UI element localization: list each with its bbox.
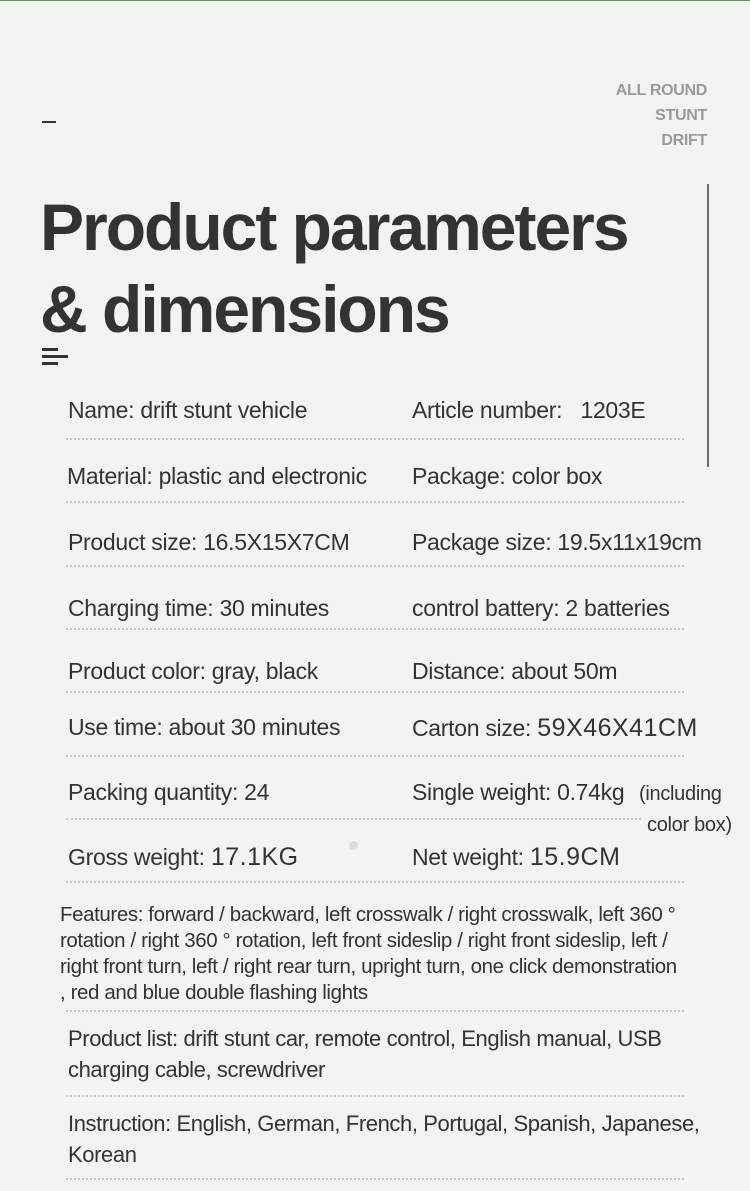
spec-package-size: Package size: 19.5x11x19cm: [412, 529, 702, 555]
dotted-divider: [66, 818, 641, 820]
spec-distance: Distance: about 50m: [412, 658, 618, 684]
spec-net-weight: [412, 843, 620, 872]
spec-gross-weight: [68, 843, 299, 872]
page-title: [40, 186, 628, 350]
product-list-paragraph: [68, 1023, 728, 1085]
spec-carton-label: Carton size:: [412, 715, 532, 741]
product-list-line: Product list: drift stunt car, remote control, English manual, USB: [68, 1026, 662, 1051]
product-list-line: charging cable, screwdriver: [68, 1057, 325, 1082]
tagline-line: DRIFT: [661, 132, 707, 149]
dotted-divider: [66, 628, 684, 630]
spec-gross-value: 17.1KG: [210, 843, 299, 871]
features-line: rotation / right 360 ° rotation, left front sideslip / right front sideslip, left /: [60, 929, 668, 952]
decorative-dot: [349, 841, 358, 850]
dotted-divider: [66, 565, 684, 567]
title-line-1: Product parameters: [40, 190, 628, 264]
dotted-divider: [66, 501, 684, 503]
spec-single-weight-note-1: (including: [639, 783, 722, 805]
dotted-divider: [66, 691, 684, 693]
spec-gross-label: Gross weight:: [68, 844, 205, 870]
tagline: [616, 78, 707, 153]
dotted-divider: [66, 755, 684, 757]
instruction-line: Instruction: English, German, French, Portugal, Spanish, Japanese,: [68, 1111, 700, 1136]
dotted-divider: [66, 1095, 684, 1097]
spec-article: [412, 397, 645, 424]
instruction-line: Korean: [68, 1142, 137, 1167]
decorative-dash: [42, 121, 56, 123]
spec-material: Material: plastic and electronic: [67, 463, 367, 489]
vertical-divider: [707, 184, 709, 467]
spec-product-size-value: 16.5X15X7CM: [203, 529, 350, 555]
spec-carton-size: [412, 714, 698, 743]
features-line: , red and blue double flashing lights: [60, 981, 368, 1004]
spec-control-battery: control battery: 2 batteries: [412, 595, 670, 621]
instruction-paragraph: [68, 1108, 728, 1170]
spec-product-size: [68, 529, 349, 556]
dotted-divider: [66, 1010, 684, 1012]
spec-product-color: Product color: gray, black: [68, 658, 318, 684]
spec-single-weight-note-2: color box): [647, 814, 732, 836]
spec-single-weight-label: Single weight: 0.74kg: [412, 779, 625, 805]
spec-article-label: Article number:: [412, 397, 563, 423]
features-line: Features: forward / backward, left crosswalk / right crosswalk, left 360 °: [60, 903, 676, 926]
tagline-line: STUNT: [655, 107, 707, 124]
top-border-line: [0, 0, 750, 1]
spec-net-label: Net weight:: [412, 844, 524, 870]
tagline-line: ALL ROUND: [615, 82, 707, 99]
spec-product-size-label: Product size:: [68, 529, 198, 555]
spec-carton-value: 59X46X41CM: [537, 714, 698, 742]
title-line-2: & dimensions: [40, 272, 449, 346]
dotted-divider: [66, 438, 684, 440]
spec-name: Name: drift stunt vehicle: [68, 397, 308, 423]
menu-lines-icon: [42, 348, 68, 369]
spec-net-value: 15.9CM: [529, 843, 621, 871]
features-paragraph: [60, 902, 748, 1006]
spec-single-weight: [412, 779, 624, 806]
spec-packing-quantity: Packing quantity: 24: [68, 779, 270, 805]
spec-charging-time: Charging time: 30 minutes: [68, 595, 329, 621]
dotted-divider: [66, 881, 684, 883]
dotted-divider: [66, 1178, 684, 1180]
spec-article-value: 1203E: [580, 397, 646, 423]
spec-use-time: Use time: about 30 minutes: [68, 714, 341, 740]
features-line: right front turn, left / right rear turn, upright turn, one click demonstration: [60, 955, 677, 978]
spec-package: Package: color box: [412, 463, 603, 489]
